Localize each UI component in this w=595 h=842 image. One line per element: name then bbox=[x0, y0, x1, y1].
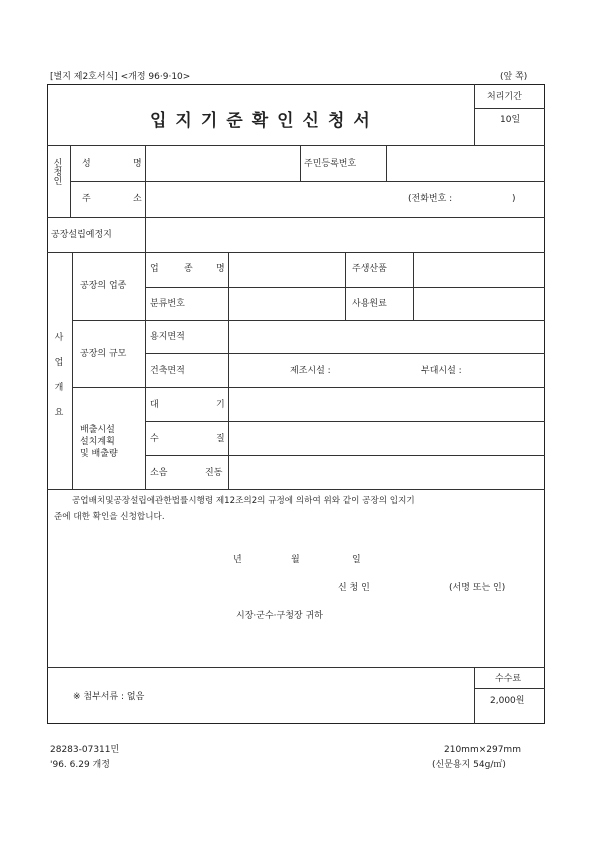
row-line bbox=[72, 387, 545, 388]
fee-label: 수수료 bbox=[495, 674, 522, 684]
applicant-group-label: 신 청 인 bbox=[53, 159, 63, 187]
row-line bbox=[474, 108, 545, 109]
noise-label: 소음 bbox=[150, 468, 168, 478]
business-group-label: 사 업 개 요 bbox=[54, 333, 64, 418]
row-line bbox=[145, 353, 545, 354]
col-line bbox=[413, 252, 414, 320]
form-frame bbox=[47, 84, 545, 724]
revision-date: '96. 6.29 개정 bbox=[50, 760, 110, 770]
noise-label: 진동 bbox=[205, 468, 223, 478]
row-line bbox=[145, 421, 545, 422]
address-label: 소 bbox=[133, 194, 142, 204]
row-line bbox=[47, 667, 545, 668]
date-year: 년 bbox=[233, 555, 242, 565]
main-product-label: 주생산품 bbox=[352, 264, 387, 274]
air-label: 대 bbox=[150, 400, 159, 410]
industry-name-label: 명 bbox=[216, 264, 225, 274]
row-line bbox=[47, 489, 545, 490]
col-line bbox=[474, 667, 475, 724]
building-area-label: 건축면적 bbox=[150, 366, 185, 376]
col-line bbox=[345, 252, 346, 320]
rrn-label: 주민등록번호 bbox=[304, 159, 357, 169]
row-line bbox=[47, 217, 545, 218]
raw-material-label: 사용원료 bbox=[352, 299, 387, 309]
factory-site-label: 공장설립예정지 bbox=[51, 230, 112, 240]
processing-period-label: 처리기간 bbox=[487, 92, 522, 102]
address-label: 주 bbox=[82, 194, 91, 204]
form-title: 입지기준확인신청서 bbox=[150, 111, 379, 131]
col-line bbox=[474, 84, 475, 145]
col-line bbox=[72, 252, 73, 489]
attachments: ※ 첨부서류 : 없음 bbox=[73, 692, 145, 702]
row-line bbox=[47, 252, 545, 253]
statement-line1: 공업배치및공장설립에관한법률시행령 제12조의2의 규정에 의하여 위와 같이 공장의 입지기 bbox=[72, 496, 415, 506]
signature-label: (서명 또는 인) bbox=[449, 583, 506, 593]
col-line bbox=[70, 145, 71, 217]
form-number: [별지 제2호서식] <개정 96·9·10> bbox=[50, 72, 191, 82]
phone-label: (전화번호 : bbox=[408, 194, 453, 204]
emission-label: 배출시설 설치계획 및 배출량 bbox=[80, 425, 118, 459]
land-area-label: 용지면적 bbox=[150, 332, 185, 342]
processing-period-value: 10일 bbox=[500, 115, 521, 125]
name-label: 명 bbox=[133, 159, 142, 169]
paper-size: 210mm×297mm bbox=[444, 745, 521, 755]
col-line bbox=[386, 145, 387, 181]
col-line bbox=[300, 145, 301, 181]
paper-type: (신문용지 54g/㎡) bbox=[432, 760, 506, 770]
statement-line2: 준에 대한 확인을 신청합니다. bbox=[54, 512, 165, 522]
row-line bbox=[72, 320, 545, 321]
col-line bbox=[228, 252, 229, 489]
row-line bbox=[47, 145, 545, 146]
name-label: 성 bbox=[82, 159, 91, 169]
scale-label: 공장의 규모 bbox=[80, 349, 127, 359]
phone-close: ) bbox=[512, 194, 516, 204]
manufacturing-label: 제조시설 : bbox=[290, 366, 331, 376]
date-day: 일 bbox=[352, 555, 361, 565]
col-line bbox=[145, 145, 146, 489]
class-no-label: 분류번호 bbox=[150, 299, 185, 309]
water-label: 수 bbox=[150, 434, 159, 444]
industry-name-label: 종 bbox=[184, 264, 193, 274]
row-line bbox=[474, 688, 545, 689]
ancillary-label: 부대시설 : bbox=[421, 366, 462, 376]
applicant-sign-label: 신 청 인 bbox=[338, 583, 370, 593]
page-side: (앞 쪽) bbox=[500, 72, 528, 82]
fee-value: 2,000원 bbox=[490, 696, 525, 706]
form-code: 28283-07311민 bbox=[50, 745, 120, 755]
industry-name-label: 업 bbox=[150, 264, 159, 274]
row-line bbox=[145, 455, 545, 456]
industry-label: 공장의 업종 bbox=[80, 281, 127, 291]
water-label: 질 bbox=[216, 434, 225, 444]
recipient: 시장·군수·구청장 귀하 bbox=[236, 611, 323, 621]
date-month: 월 bbox=[291, 555, 300, 565]
row-line bbox=[70, 181, 545, 182]
air-label: 기 bbox=[216, 400, 225, 410]
